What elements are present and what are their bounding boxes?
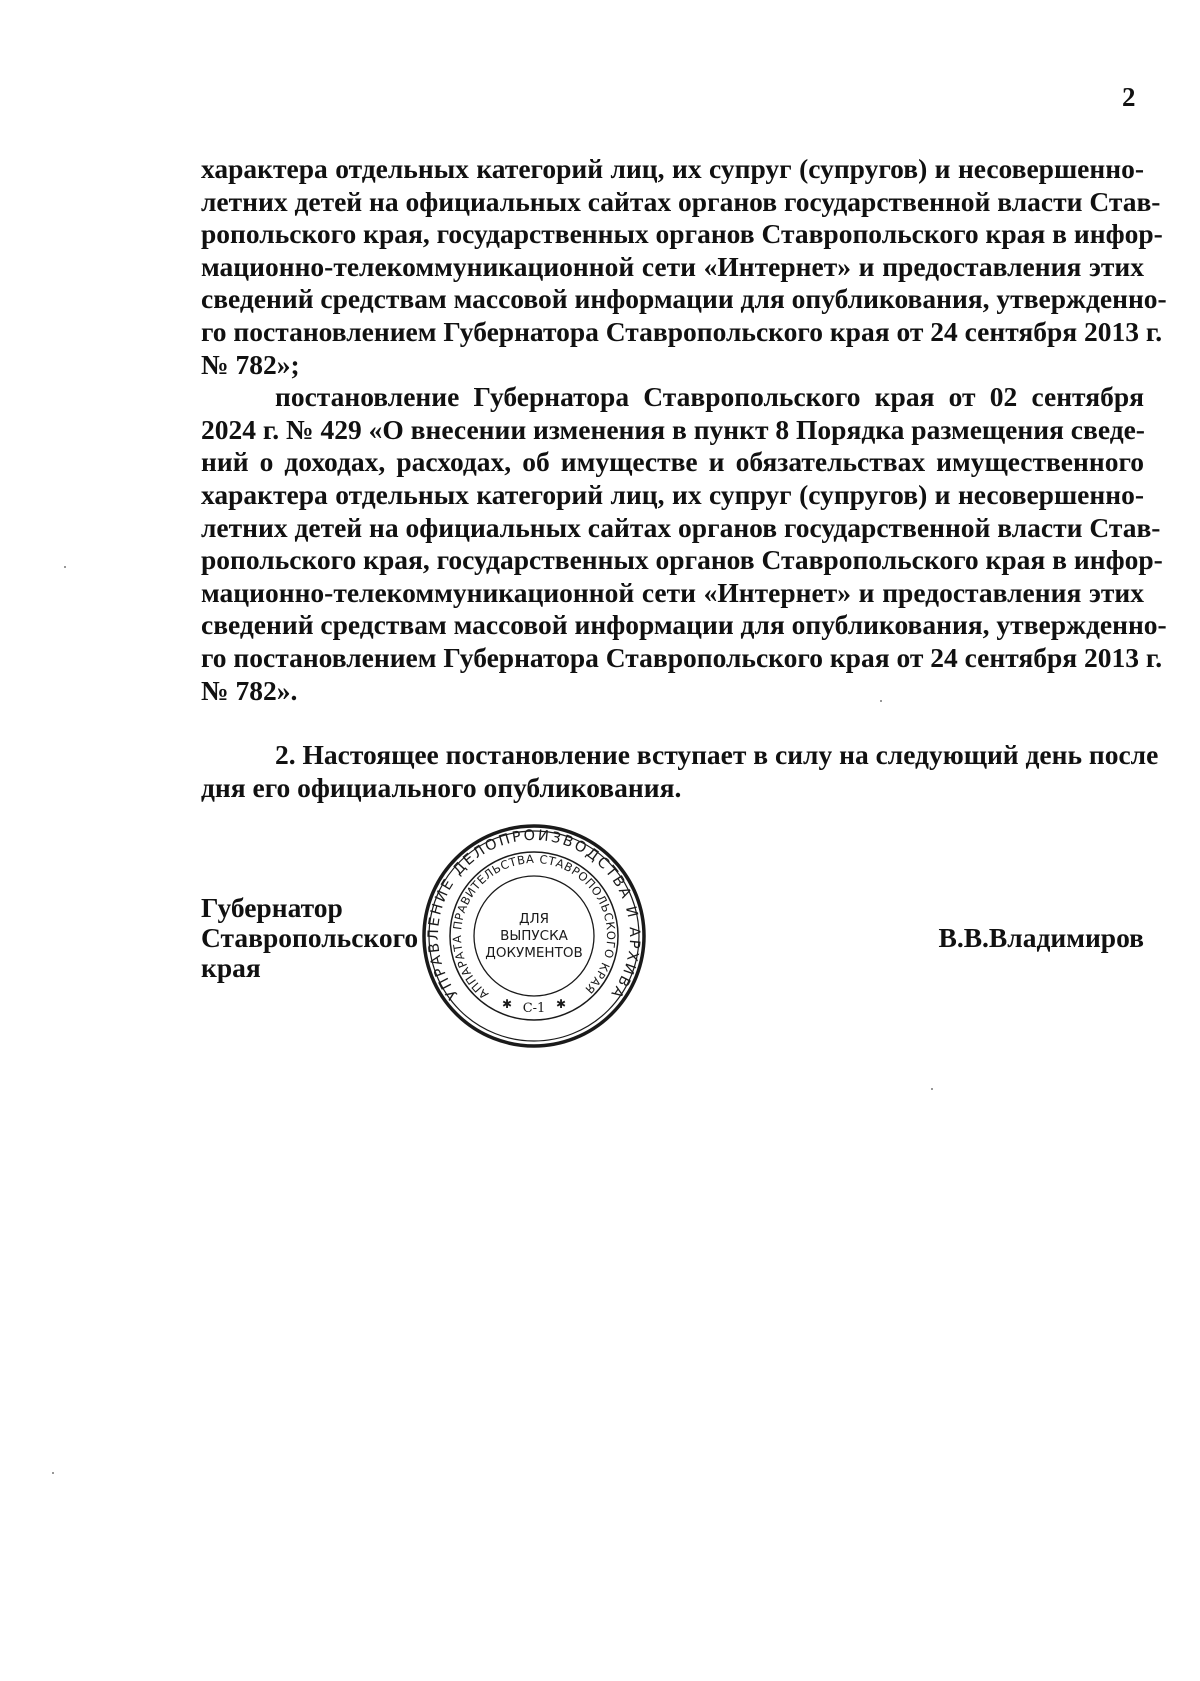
text-line: 2. Настоящее постановление вступает в силу на следующий день после <box>275 739 1159 771</box>
text-line: характера отдельных категорий лиц, их супруг (супругов) и несовершенно- <box>201 153 1144 184</box>
text-line: ний о доходах, расходах, об имуществе и обязательствах имущественного <box>201 446 1144 478</box>
text-line: ропольского края, государственных органов Ставропольского края в инфор- <box>201 544 1163 576</box>
paragraph-resolution-429 <box>201 381 1167 707</box>
stamp-inner-text: АППАРАТА ПРАВИТЕЛЬСТВА СТАВРОПОЛЬСКОГО КРАЯ <box>449 851 619 1002</box>
text-line: ропольского края, государственных органов Ставропольского края в инфор- <box>201 218 1163 250</box>
text-line: постановление Губернатора Ставропольского края от 02 сентября <box>275 381 1144 413</box>
text-line: мационно-телекоммуникационной сети «Интернет» и предоставления этих <box>201 250 1144 282</box>
scan-speck <box>931 1088 933 1090</box>
stamp-center-line: ДОКУМЕНТОВ <box>485 945 583 961</box>
stamp-center-line: ВЫПУСКА <box>500 928 568 944</box>
paragraph-spacer <box>201 707 1144 739</box>
text-line: летних детей на официальных сайтах органов государственной власти Став- <box>201 511 1161 543</box>
paragraph-continuation <box>201 153 1167 381</box>
text-line: го постановлением Губернатора Ставропольского края от 24 сентября 2013 г. <box>201 315 1163 347</box>
page-number: 2 <box>1122 82 1136 112</box>
text-line: сведений средствам массовой информации для опубликования, утвержденно- <box>201 609 1167 641</box>
text-line: характера отдельных категорий лиц, их супруг (супругов) и несовершенно- <box>201 478 1144 510</box>
scan-speck <box>64 566 66 568</box>
text-line: № 782». <box>201 674 298 706</box>
signatory-position-line: Ставропольского края <box>201 922 419 983</box>
text-line: летних детей на официальных сайтах органов государственной власти Став- <box>201 185 1161 217</box>
text-line: № 782»; <box>201 348 300 380</box>
text-line: дня его официального опубликования. <box>201 771 682 803</box>
office-stamp <box>420 822 648 1050</box>
text-line: 2024 г. № 429 «О внесении изменения в пункт 8 Порядка размещения сведе- <box>201 413 1145 445</box>
scan-speck <box>880 700 882 702</box>
stamp-outer-text: УПРАВЛЕНИЕ ДЕЛОПРОИЗВОДСТВА И АРХИВА <box>425 827 643 1003</box>
stamp-center-line: ДЛЯ <box>518 911 550 927</box>
paragraph-effective-date <box>201 739 1159 804</box>
stamp-star-icon: ✱ <box>502 997 513 1011</box>
signatory-position-line: Губернатор <box>201 892 343 923</box>
text-line: го постановлением Губернатора Ставропольского края от 24 сентября 2013 г. <box>201 641 1163 673</box>
document-body <box>201 153 1167 804</box>
text-line: сведений средствам массовой информации для опубликования, утвержденно- <box>201 283 1167 315</box>
signatory-name: В.В.Владимиров <box>938 922 1144 953</box>
stamp-star-icon: ✱ <box>556 997 567 1011</box>
scan-speck <box>52 1472 54 1474</box>
stamp-code: С-1 <box>522 1001 546 1016</box>
text-line: мационно-телекоммуникационной сети «Интернет» и предоставления этих <box>201 576 1144 608</box>
